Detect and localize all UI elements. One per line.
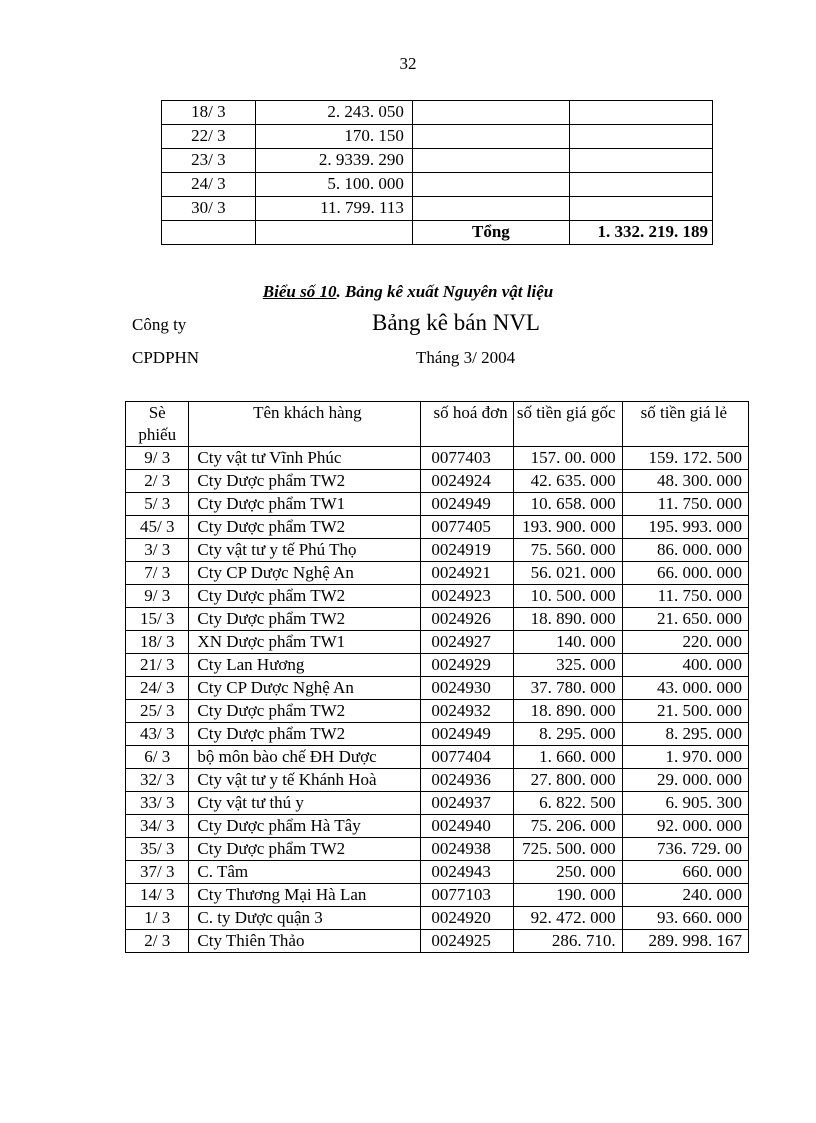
- date-cell: 30/ 3: [162, 197, 256, 221]
- cost-cell: 37. 780. 000: [513, 677, 622, 700]
- customer-cell: Cty Dược phẩm TW2: [189, 838, 421, 861]
- date-cell: 22/ 3: [162, 125, 256, 149]
- slip-cell: 34/ 3: [126, 815, 189, 838]
- amount-cell: 2. 243. 050: [255, 101, 412, 125]
- invoice-cell: 0024920: [421, 907, 513, 930]
- table-row: [126, 539, 749, 562]
- cost-cell: 18. 890. 000: [513, 700, 622, 723]
- slip-cell: 18/ 3: [126, 631, 189, 654]
- customer-cell: Cty Dược phẩm TW2: [189, 608, 421, 631]
- column-header-slip: Sè phiếu: [126, 402, 189, 447]
- invoice-cell: 0077405: [421, 516, 513, 539]
- customer-cell: Cty Dược phẩm Hà Tây: [189, 815, 421, 838]
- slip-cell: 5/ 3: [126, 493, 189, 516]
- customer-cell: Cty vật tư Vĩnh Phúc: [189, 447, 421, 470]
- sales-table-header-row: [126, 402, 749, 447]
- table-row: [126, 447, 749, 470]
- retail-cell: 21. 650. 000: [622, 608, 748, 631]
- empty-cell: [569, 125, 712, 149]
- customer-cell: Cty Dược phẩm TW1: [189, 493, 421, 516]
- invoice-cell: 0024927: [421, 631, 513, 654]
- empty-cell: [569, 197, 712, 221]
- customer-cell: Cty CP Dược Nghệ An: [189, 562, 421, 585]
- slip-cell: 25/ 3: [126, 700, 189, 723]
- invoice-cell: 0024924: [421, 470, 513, 493]
- retail-cell: 8. 295. 000: [622, 723, 748, 746]
- slip-cell: 2/ 3: [126, 930, 189, 953]
- cost-cell: 1. 660. 000: [513, 746, 622, 769]
- slip-cell: 9/ 3: [126, 447, 189, 470]
- table-row: [162, 173, 713, 197]
- customer-cell: Cty vật tư thú y: [189, 792, 421, 815]
- retail-cell: 21. 500. 000: [622, 700, 748, 723]
- amount-cell: 2. 9339. 290: [255, 149, 412, 173]
- cost-cell: 157. 00. 000: [513, 447, 622, 470]
- empty-cell: [412, 149, 569, 173]
- table-row: [126, 562, 749, 585]
- continuation-table: [161, 100, 713, 245]
- cost-cell: 140. 000: [513, 631, 622, 654]
- slip-cell: 35/ 3: [126, 838, 189, 861]
- slip-cell: 43/ 3: [126, 723, 189, 746]
- table-row: [126, 654, 749, 677]
- slip-cell: 24/ 3: [126, 677, 189, 700]
- table-caption: [0, 282, 816, 302]
- customer-cell: Cty vật tư y tế Phú Thọ: [189, 539, 421, 562]
- customer-cell: Cty Dược phẩm TW2: [189, 700, 421, 723]
- amount-cell: 170. 150: [255, 125, 412, 149]
- slip-cell: 3/ 3: [126, 539, 189, 562]
- retail-cell: 660. 000: [622, 861, 748, 884]
- table-row: [126, 700, 749, 723]
- table-row: [126, 861, 749, 884]
- slip-cell: 15/ 3: [126, 608, 189, 631]
- invoice-cell: 0077403: [421, 447, 513, 470]
- cost-cell: 42. 635. 000: [513, 470, 622, 493]
- cost-cell: 18. 890. 000: [513, 608, 622, 631]
- table-row: [126, 884, 749, 907]
- sales-table: [125, 401, 749, 953]
- invoice-cell: 0024921: [421, 562, 513, 585]
- customer-cell: C. Tâm: [189, 861, 421, 884]
- date-cell: 18/ 3: [162, 101, 256, 125]
- caption-prefix: Biểu số 10: [262, 282, 337, 301]
- cost-cell: 250. 000: [513, 861, 622, 884]
- retail-cell: 11. 750. 000: [622, 585, 748, 608]
- customer-cell: Cty Lan Hương: [189, 654, 421, 677]
- customer-cell: Cty Dược phẩm TW2: [189, 516, 421, 539]
- retail-cell: 66. 000. 000: [622, 562, 748, 585]
- invoice-cell: 0024949: [421, 493, 513, 516]
- invoice-cell: 0024943: [421, 861, 513, 884]
- total-row: [162, 221, 713, 245]
- customer-cell: Cty Thương Mại Hà Lan: [189, 884, 421, 907]
- invoice-cell: 0024932: [421, 700, 513, 723]
- date-cell: 23/ 3: [162, 149, 256, 173]
- cost-cell: 193. 900. 000: [513, 516, 622, 539]
- table-row: [126, 516, 749, 539]
- customer-cell: Cty Dược phẩm TW2: [189, 723, 421, 746]
- slip-cell: 45/ 3: [126, 516, 189, 539]
- retail-cell: 29. 000. 000: [622, 769, 748, 792]
- table-row: [126, 585, 749, 608]
- cost-cell: 27. 800. 000: [513, 769, 622, 792]
- retail-cell: 220. 000: [622, 631, 748, 654]
- table-row: [126, 769, 749, 792]
- caption-suffix: . Bảng kê xuất Nguyên vật liệu: [336, 282, 554, 301]
- slip-cell: 9/ 3: [126, 585, 189, 608]
- slip-cell: 1/ 3: [126, 907, 189, 930]
- page-number: 32: [399, 54, 417, 73]
- invoice-cell: 0024936: [421, 769, 513, 792]
- retail-cell: 1. 970. 000: [622, 746, 748, 769]
- table-row: [126, 723, 749, 746]
- cost-cell: 725. 500. 000: [513, 838, 622, 861]
- cost-cell: 325. 000: [513, 654, 622, 677]
- column-header-invoice: số hoá đơn: [421, 402, 513, 447]
- invoice-cell: 0024919: [421, 539, 513, 562]
- invoice-cell: 0024938: [421, 838, 513, 861]
- retail-cell: 43. 000. 000: [622, 677, 748, 700]
- total-value: 1. 332. 219. 189: [569, 221, 712, 245]
- cost-cell: 6. 822. 500: [513, 792, 622, 815]
- cost-cell: 8. 295. 000: [513, 723, 622, 746]
- customer-cell: Cty Thiên Thảo: [189, 930, 421, 953]
- table-row: [126, 838, 749, 861]
- table-row: [126, 792, 749, 815]
- empty-cell: [162, 221, 256, 245]
- cost-cell: 190. 000: [513, 884, 622, 907]
- retail-cell: 93. 660. 000: [622, 907, 748, 930]
- retail-cell: 92. 000. 000: [622, 815, 748, 838]
- total-label: Tổng: [412, 221, 569, 245]
- slip-cell: 14/ 3: [126, 884, 189, 907]
- slip-cell: 32/ 3: [126, 769, 189, 792]
- slip-cell: 2/ 3: [126, 470, 189, 493]
- retail-cell: 289. 998. 167: [622, 930, 748, 953]
- invoice-cell: 0024940: [421, 815, 513, 838]
- invoice-cell: 0077404: [421, 746, 513, 769]
- column-header-cost: số tiền giá gốc: [513, 402, 622, 447]
- cost-cell: 75. 560. 000: [513, 539, 622, 562]
- cost-cell: 10. 500. 000: [513, 585, 622, 608]
- empty-cell: [412, 101, 569, 125]
- month-label: Tháng 3/ 2004: [416, 348, 516, 367]
- retail-cell: 86. 000. 000: [622, 539, 748, 562]
- invoice-cell: 0077103: [421, 884, 513, 907]
- table-row: [162, 125, 713, 149]
- table-row: [126, 608, 749, 631]
- document-title: Bảng kê bán NVL: [372, 310, 540, 335]
- customer-cell: Cty vật tư y tế Khánh Hoà: [189, 769, 421, 792]
- cost-cell: 56. 021. 000: [513, 562, 622, 585]
- invoice-cell: 0024929: [421, 654, 513, 677]
- date-cell: 24/ 3: [162, 173, 256, 197]
- company-code: CPDPHN: [132, 348, 200, 367]
- customer-cell: Cty Dược phẩm TW2: [189, 585, 421, 608]
- table-row: [126, 631, 749, 654]
- cost-cell: 10. 658. 000: [513, 493, 622, 516]
- table-row: [126, 746, 749, 769]
- empty-cell: [412, 173, 569, 197]
- table-row: [126, 493, 749, 516]
- table-row: [126, 907, 749, 930]
- cost-cell: 92. 472. 000: [513, 907, 622, 930]
- empty-cell: [569, 101, 712, 125]
- slip-cell: 37/ 3: [126, 861, 189, 884]
- retail-cell: 48. 300. 000: [622, 470, 748, 493]
- slip-cell: 21/ 3: [126, 654, 189, 677]
- retail-cell: 6. 905. 300: [622, 792, 748, 815]
- company-label: Công ty: [132, 315, 187, 334]
- invoice-cell: 0024926: [421, 608, 513, 631]
- retail-cell: 240. 000: [622, 884, 748, 907]
- retail-cell: 11. 750. 000: [622, 493, 748, 516]
- table-row: [126, 930, 749, 953]
- table-row: [126, 470, 749, 493]
- empty-cell: [412, 125, 569, 149]
- empty-cell: [569, 149, 712, 173]
- amount-cell: 11. 799. 113: [255, 197, 412, 221]
- customer-cell: Cty CP Dược Nghệ An: [189, 677, 421, 700]
- table-row: [162, 101, 713, 125]
- cost-cell: 286. 710.: [513, 930, 622, 953]
- invoice-cell: 0024937: [421, 792, 513, 815]
- retail-cell: 195. 993. 000: [622, 516, 748, 539]
- empty-cell: [412, 197, 569, 221]
- slip-cell: 33/ 3: [126, 792, 189, 815]
- customer-cell: C. ty Dược quận 3: [189, 907, 421, 930]
- table-row: [126, 677, 749, 700]
- customer-cell: Cty Dược phẩm TW2: [189, 470, 421, 493]
- column-header-retail: số tiền giá lẻ: [622, 402, 748, 447]
- empty-cell: [569, 173, 712, 197]
- customer-cell: XN Dược phẩm TW1: [189, 631, 421, 654]
- column-header-customer: Tên khách hàng: [189, 402, 421, 447]
- slip-cell: 6/ 3: [126, 746, 189, 769]
- invoice-cell: 0024949: [421, 723, 513, 746]
- retail-cell: 736. 729. 00: [622, 838, 748, 861]
- cost-cell: 75. 206. 000: [513, 815, 622, 838]
- retail-cell: 159. 172. 500: [622, 447, 748, 470]
- table-row: [126, 815, 749, 838]
- customer-cell: bộ môn bào chế ĐH Dược: [189, 746, 421, 769]
- empty-cell: [255, 221, 412, 245]
- retail-cell: 400. 000: [622, 654, 748, 677]
- amount-cell: 5. 100. 000: [255, 173, 412, 197]
- invoice-cell: 0024925: [421, 930, 513, 953]
- invoice-cell: 0024930: [421, 677, 513, 700]
- table-row: [162, 149, 713, 173]
- invoice-cell: 0024923: [421, 585, 513, 608]
- slip-cell: 7/ 3: [126, 562, 189, 585]
- table-row: [162, 197, 713, 221]
